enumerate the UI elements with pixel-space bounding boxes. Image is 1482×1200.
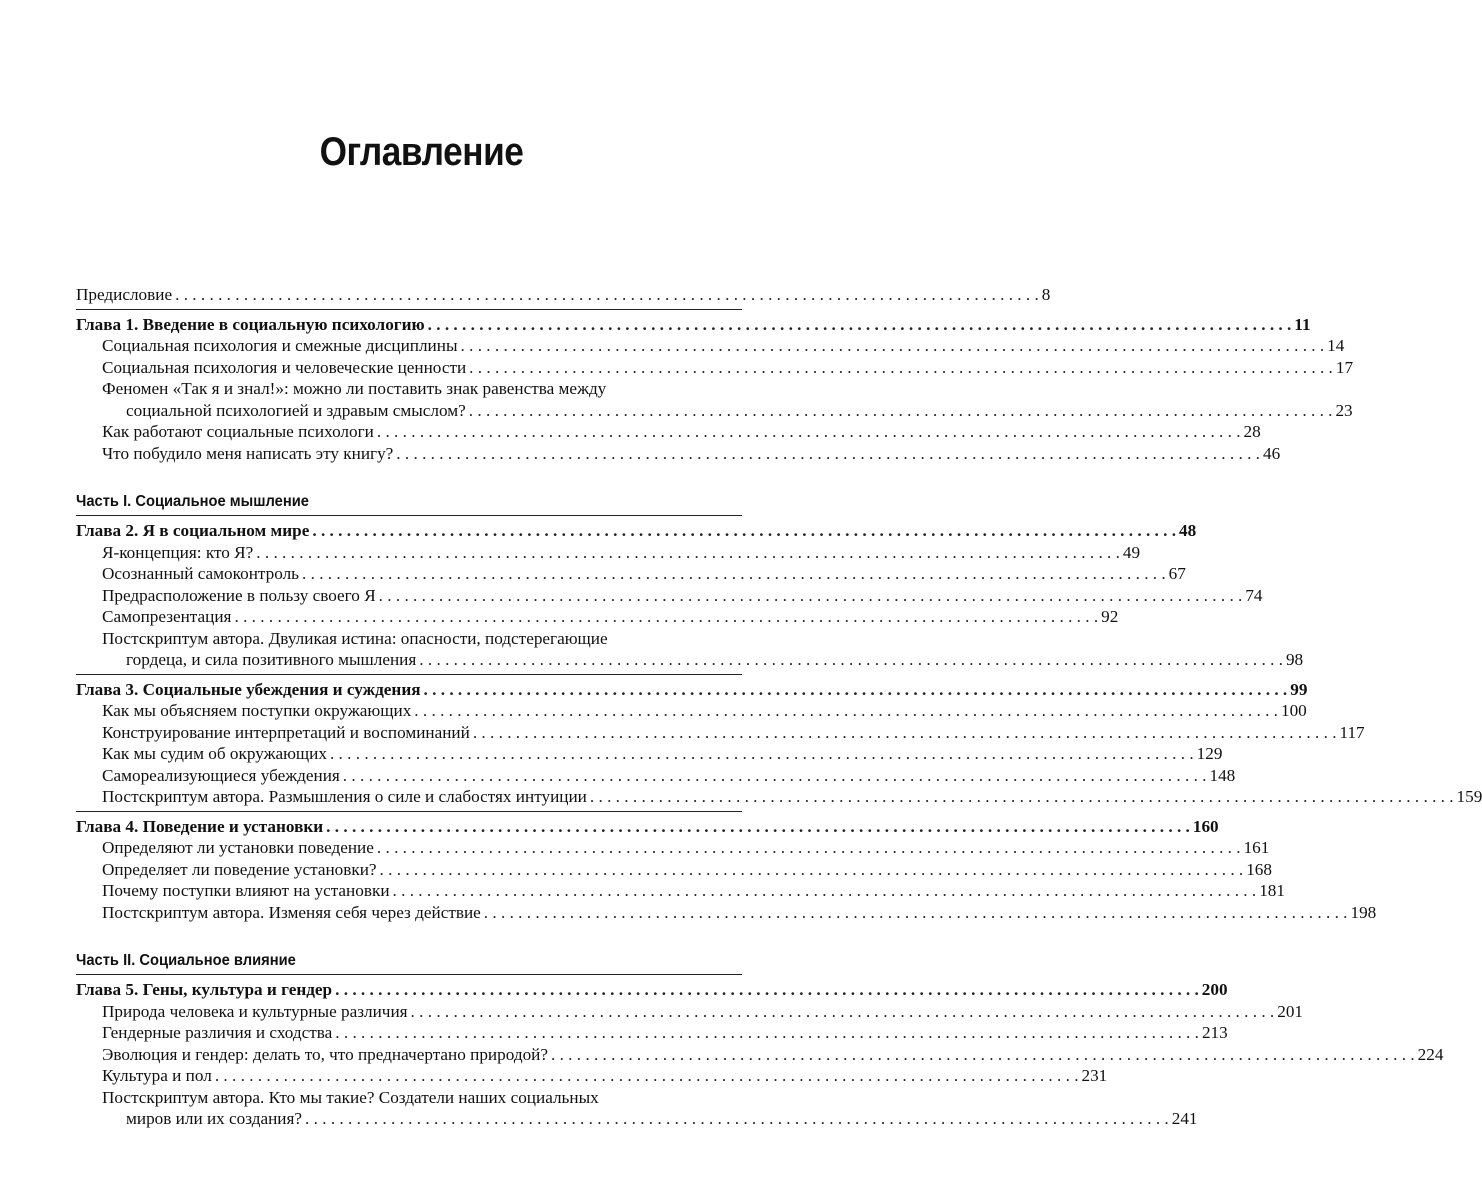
entry-title: Социальная психология и человеческие ценности	[102, 357, 467, 377]
dot-leader	[379, 585, 1243, 607]
page-number: 99	[1290, 679, 1308, 699]
entry-title: Самореализующиеся убеждения	[102, 765, 340, 785]
part-heading-2[interactable]: Часть II. Социальное влияние	[76, 952, 296, 969]
toc-entry[interactable]	[76, 421, 1261, 443]
page-number: 241	[1171, 1109, 1198, 1128]
page-number: 49	[1122, 542, 1141, 562]
dot-leader	[396, 443, 1260, 465]
entry-title: Определяет ли поведение установки?	[102, 859, 377, 879]
entry-title: Постскриптум автора. Кто мы такие? Создатели наших социальных	[102, 1087, 599, 1107]
entry-title: Определяют ли установки поведение	[102, 838, 374, 857]
page-number: 100	[1280, 701, 1307, 720]
page-number: 159	[1456, 787, 1482, 806]
divider	[76, 974, 742, 975]
dot-leader	[256, 542, 1120, 564]
toc-entry-continuation[interactable]	[76, 1108, 1198, 1130]
toc-entry-continuation[interactable]	[76, 649, 1304, 671]
toc-entry[interactable]	[76, 1001, 1303, 1023]
page-number: 224	[1417, 1044, 1444, 1064]
toc-entry[interactable]	[76, 335, 1345, 357]
page-number: 46	[1262, 443, 1281, 463]
page-number: 28	[1243, 422, 1261, 441]
entry-title: Конструирование интерпретаций и воспоминаний	[102, 722, 470, 742]
divider	[76, 674, 742, 675]
dot-leader	[590, 786, 1454, 808]
entry-title-continuation: гордеца, и сила позитивного мышления	[126, 650, 417, 669]
toc-entry[interactable]	[76, 585, 1263, 607]
toc-entry[interactable]	[76, 859, 1272, 881]
page-number: 198	[1350, 902, 1377, 922]
page-number: 201	[1277, 1001, 1303, 1021]
entry-title: Постскриптум автора. Размышления о силе и слабостях интуиции	[102, 787, 587, 806]
dot-leader	[312, 520, 1176, 542]
page-number: 8	[1041, 285, 1051, 304]
entry-title: Эволюция и гендер: делать то, что предначертано природой?	[102, 1044, 548, 1064]
toc-chapter-3[interactable]	[76, 679, 1308, 701]
chapter-title: Глава 1. Введение в социальную психологию	[76, 314, 425, 334]
toc-entry-continuation[interactable]	[76, 400, 1353, 422]
toc-entry[interactable]	[76, 786, 1482, 808]
entry-title: Культура и пол	[102, 1066, 212, 1085]
entry-title: Гендерные различия и сходства	[102, 1023, 333, 1042]
dot-leader	[302, 563, 1166, 585]
page-number: 168	[1246, 859, 1272, 879]
dot-leader	[377, 421, 1241, 443]
page-number: 23	[1335, 400, 1353, 420]
dot-leader	[469, 357, 1333, 379]
page-number: 48	[1179, 521, 1197, 540]
dot-leader	[377, 837, 1241, 859]
entry-title: Осознанный самоконтроль	[102, 564, 299, 583]
page-number: 14	[1327, 336, 1345, 355]
page-number: 67	[1168, 564, 1186, 583]
toc-entry-preface[interactable]	[76, 284, 1051, 306]
chapter-title: Глава 5. Гены, культура и гендер	[76, 980, 333, 999]
dot-leader	[330, 743, 1194, 765]
dot-leader	[473, 722, 1337, 744]
toc-entry[interactable]	[76, 542, 1141, 564]
chapter-title: Глава 3. Социальные убеждения и суждения	[76, 679, 421, 699]
entry-title: Самопрезентация	[102, 607, 232, 626]
dot-leader	[305, 1108, 1169, 1130]
page-number: 98	[1285, 650, 1304, 669]
part-heading-1[interactable]: Часть I. Социальное мышление	[76, 493, 310, 510]
entry-title: Предисловие	[76, 285, 173, 304]
entry-title: Я-концепция: кто Я?	[102, 542, 254, 562]
chapter-title: Глава 2. Я в социальном мире	[76, 521, 310, 540]
dot-leader	[411, 1001, 1275, 1023]
page-number: 200	[1201, 980, 1228, 999]
toc-entry[interactable]	[76, 837, 1270, 859]
dot-leader	[424, 679, 1288, 701]
dot-leader	[175, 284, 1039, 306]
dot-leader	[414, 700, 1278, 722]
divider	[76, 309, 742, 310]
page-title: Оглавление	[319, 130, 524, 174]
entry-title: Постскриптум автора. Изменяя себя через действие	[102, 902, 481, 922]
dot-leader	[461, 335, 1325, 357]
dot-leader	[393, 880, 1257, 902]
toc-entry[interactable]	[76, 563, 1186, 585]
page-number: 213	[1201, 1023, 1228, 1042]
dot-leader	[234, 606, 1098, 628]
page-number: 17	[1335, 357, 1354, 377]
entry-title: Социальная психология и смежные дисциплины	[102, 336, 458, 355]
page-number: 74	[1245, 585, 1263, 605]
entry-title: Как мы судим об окружающих	[102, 744, 327, 763]
toc-entry[interactable]	[76, 700, 1307, 722]
toc-entry[interactable]	[76, 1044, 1444, 1066]
entry-title: Как работают социальные психологи	[102, 422, 374, 441]
page-number: 148	[1209, 765, 1236, 785]
toc-chapter-4[interactable]	[76, 816, 1219, 838]
page-number: 231	[1081, 1066, 1108, 1085]
toc-chapter-2[interactable]	[76, 520, 1197, 542]
toc-entry[interactable]	[76, 1022, 1228, 1044]
table-of-contents	[76, 284, 1482, 1130]
dot-leader	[335, 1022, 1199, 1044]
entry-title-continuation: социальной психологией и здравым смыслом?	[126, 400, 466, 420]
entry-title: Природа человека и культурные различия	[102, 1001, 408, 1021]
toc-chapter-1[interactable]	[76, 314, 1311, 336]
entry-title-continuation: миров или их создания?	[126, 1109, 303, 1128]
divider	[76, 515, 742, 516]
entry-title: Предрасположение в пользу своего Я	[102, 585, 376, 605]
dot-leader	[419, 649, 1283, 671]
toc-entry[interactable]	[76, 443, 1281, 465]
dot-leader	[343, 765, 1207, 787]
entry-title: Постскриптум автора. Двуликая истина: опасности, подстерегающие	[102, 628, 608, 648]
entry-title: Феномен «Так я и знал!»: можно ли поставить знак равенства между	[102, 379, 607, 398]
chapter-title: Глава 4. Поведение и установки	[76, 816, 324, 836]
dot-leader	[380, 859, 1244, 881]
toc-entry[interactable]	[76, 357, 1354, 379]
toc-entry[interactable]	[76, 765, 1236, 787]
page-number: 181	[1259, 881, 1285, 900]
dot-leader	[215, 1065, 1079, 1087]
page-number: 129	[1196, 744, 1223, 763]
page-number: 92	[1101, 607, 1119, 626]
toc-entry-wrapped[interactable]	[76, 378, 742, 400]
toc-entry[interactable]	[76, 880, 1285, 902]
dot-leader	[428, 314, 1292, 336]
page-number: 117	[1339, 722, 1365, 742]
toc-entry[interactable]	[76, 902, 1377, 924]
page-number: 11	[1294, 314, 1311, 334]
page-number: 161	[1243, 838, 1270, 857]
toc-entry[interactable]	[76, 606, 1119, 628]
toc-entry[interactable]	[76, 1065, 1108, 1087]
toc-entry[interactable]	[76, 743, 1223, 765]
toc-entry-wrapped[interactable]	[76, 628, 742, 650]
dot-leader	[484, 902, 1348, 924]
toc-entry[interactable]	[76, 722, 1365, 744]
toc-entry-wrapped[interactable]	[76, 1087, 742, 1109]
dot-leader	[551, 1044, 1415, 1066]
entry-title: Что побудило меня написать эту книгу?	[102, 443, 394, 463]
entry-title: Как мы объясняем поступки окружающих	[102, 701, 412, 720]
page-number: 160	[1192, 816, 1219, 836]
dot-leader	[326, 816, 1190, 838]
dot-leader	[469, 400, 1333, 422]
entry-title: Почему поступки влияют на установки	[102, 881, 390, 900]
dot-leader	[335, 979, 1199, 1001]
divider	[76, 811, 742, 812]
toc-chapter-5[interactable]	[76, 979, 1228, 1001]
